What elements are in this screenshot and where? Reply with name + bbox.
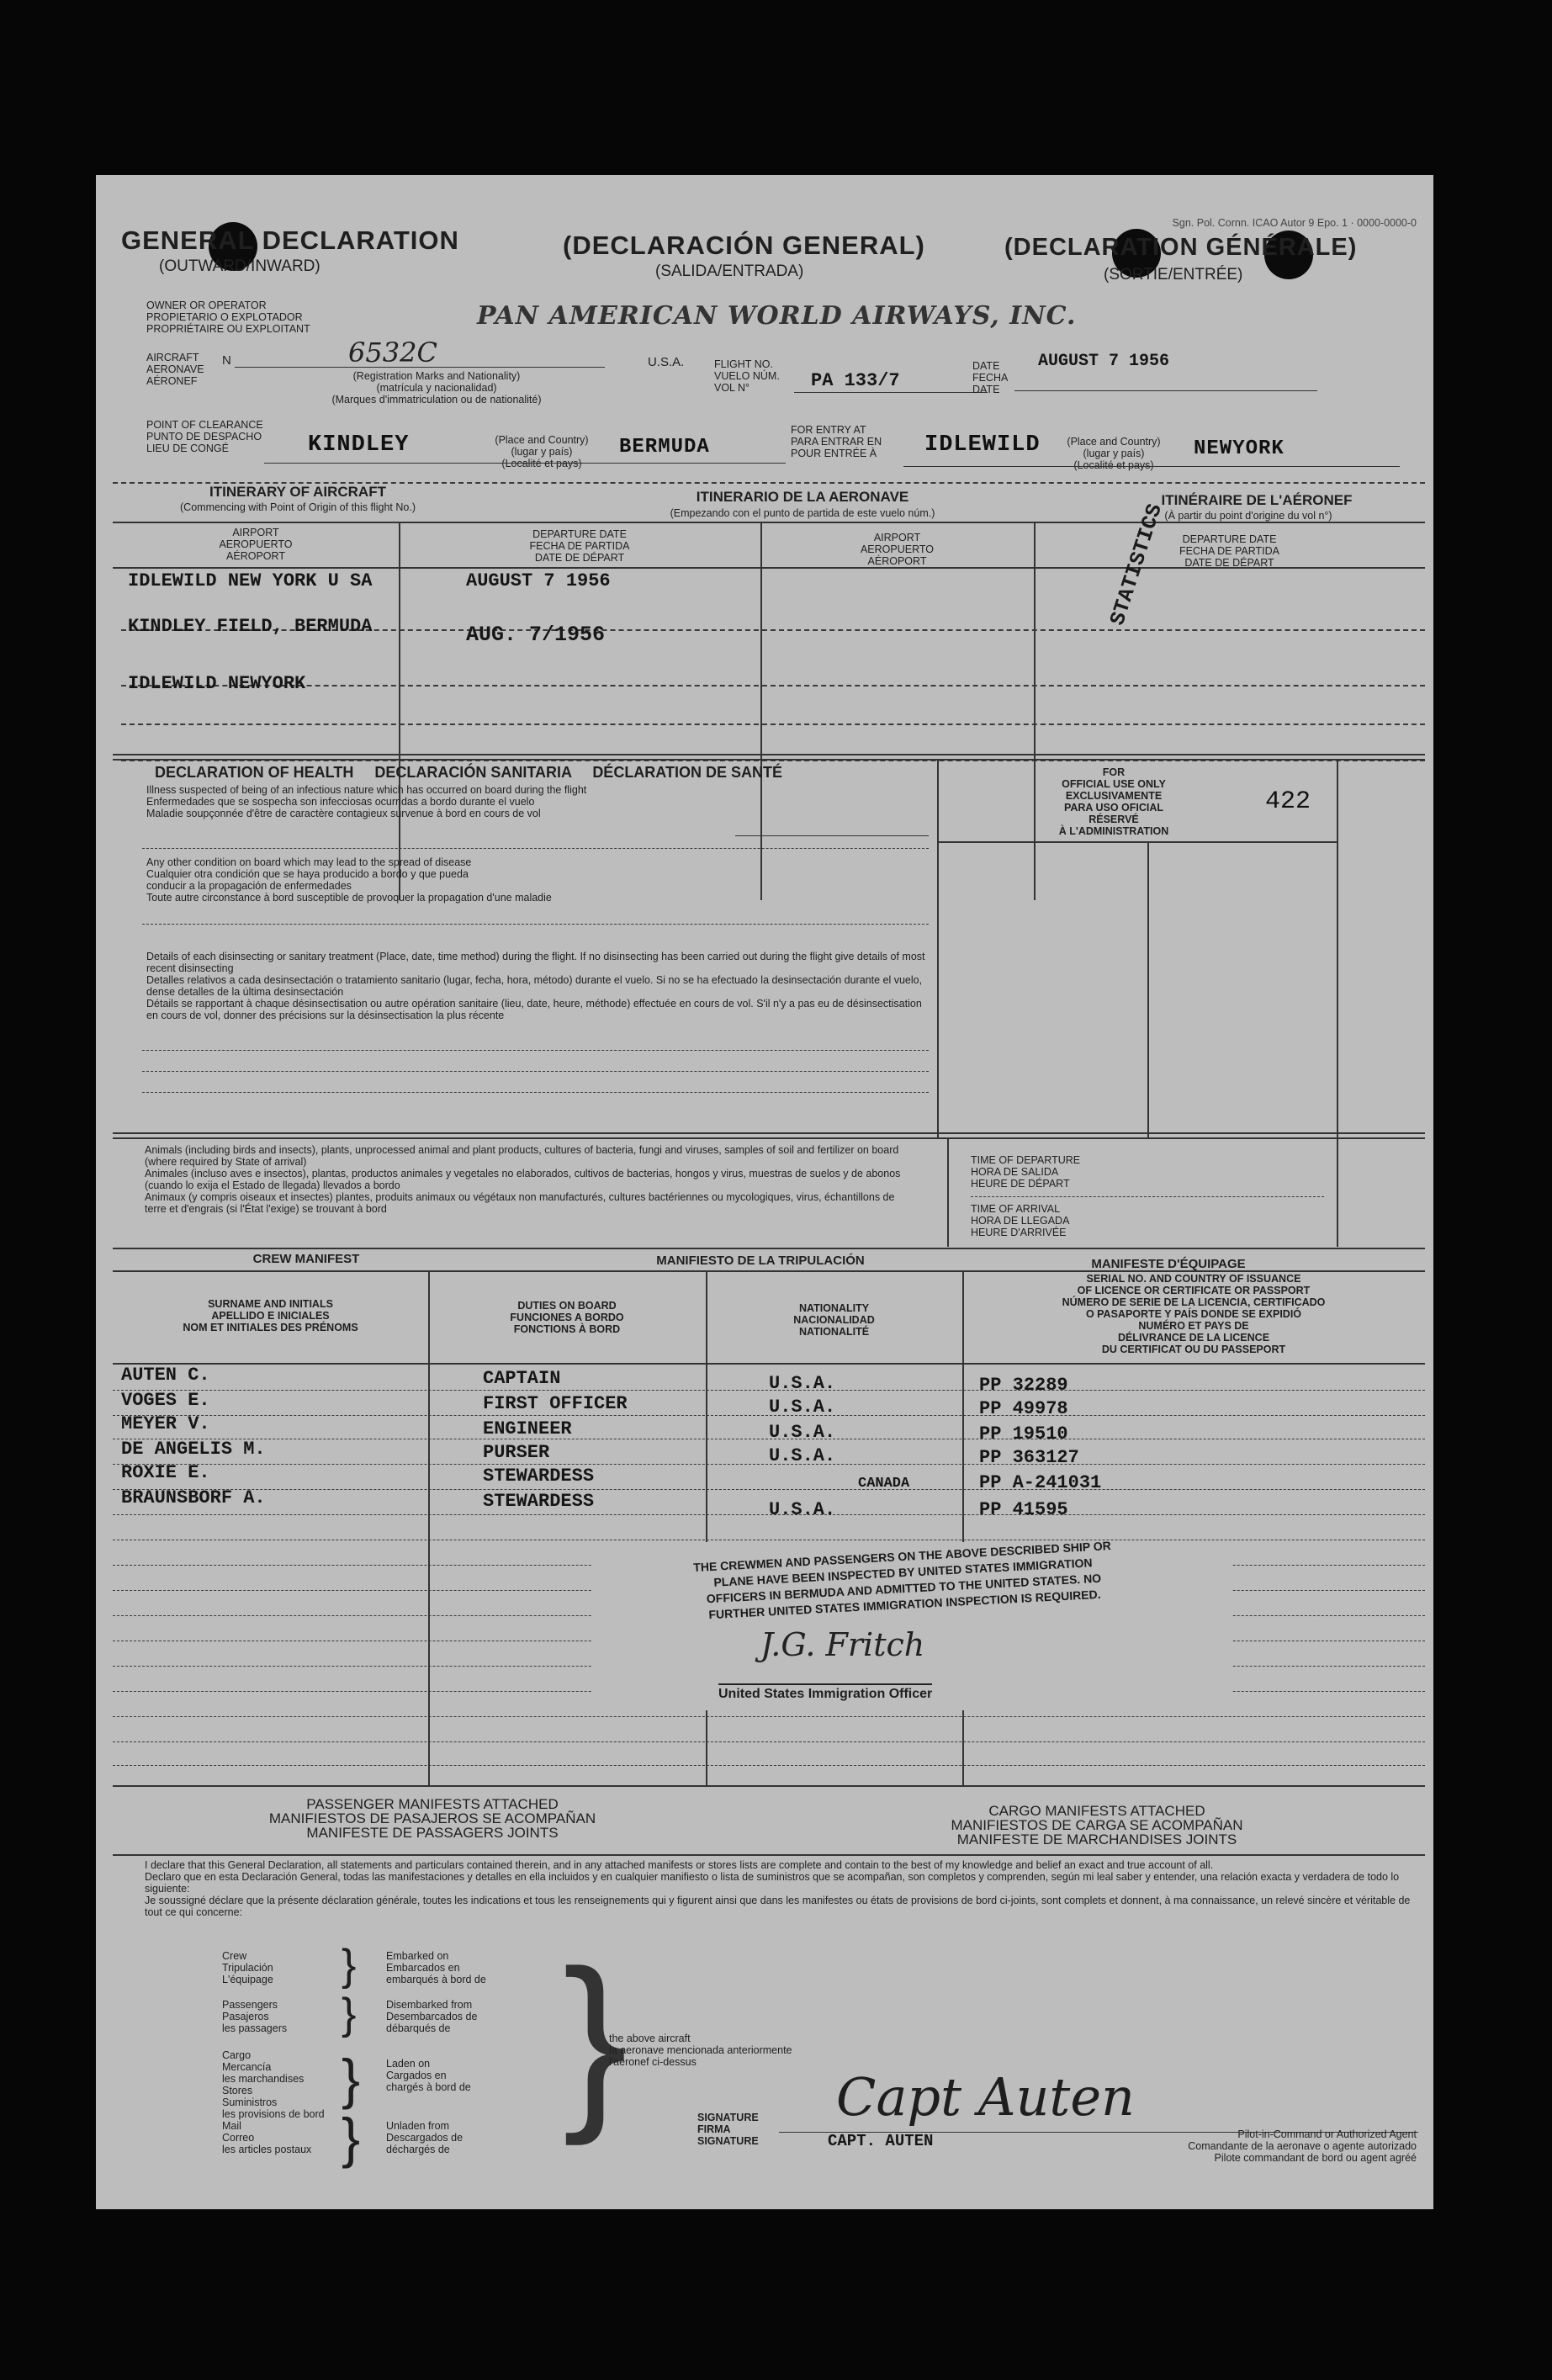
itinerary-sub-french: (À partir du point d'origine du vol n°) (1164, 510, 1332, 522)
large-brace-icon: } (563, 1930, 628, 2146)
declaration-embarked: Embarked on Embarcados en embarqués à bord de (386, 1950, 486, 1985)
aircraft-registration: 6532C (348, 337, 437, 368)
passenger-manifests-label: PASSENGER MANIFESTS ATTACHED MANIFIESTOS DE PASAJEROS SE ACOMPAÑAN MANIFESTE DE PASSAGERS JOINTS (268, 1796, 596, 1841)
crew-name: ROXIE E. (121, 1462, 210, 1483)
declaration-text: I declare that this General Declaration, all statements and particulars contained therein, and in any attached manifests or stores lists are complete and contain to the best of my knowledge and belief an exact and true account of all. Declaro que en esta Declaración General, todas las manifestaciones y detalles en ella incluidos y en cualquier manifiesto o lista de suministros que se acompañan, son completos y comprenden, según mi leal saber y entender, una relación exacta y verdadera de todo lo siguiente: Je soussigné déclare que la présente déclaration générale, toutes les indications et tous les renseignements qui y figurent ainsi que dans les manifestes ou états de provisions de bord ci-joints, sont complets et donnent, à ma connaissance, un relevé sincère et véritable de tout ce qui concerne: (145, 1859, 1411, 1918)
declaration-disembarked: Disembarked from Desembarcados de débarqués de (386, 1999, 478, 2034)
crew-title-french: MANIFESTE D'ÉQUIPAGE (1091, 1257, 1246, 1271)
itinerary-title-english: ITINERARY OF AIRCRAFT (209, 484, 386, 500)
owner-label: OWNER OR OPERATOR PROPIETARIO O EXPLOTADOR PROPRIÉTAIRE OU EXPLOITANT (146, 299, 310, 335)
crew-duty: STEWARDESS (483, 1491, 595, 1512)
flight-number: PA 133/7 (811, 370, 900, 391)
declaration-unladen: Unladen from Descargados de déchargés de (386, 2120, 463, 2155)
date-label: DATE FECHA DATE (972, 360, 1009, 395)
itinerary-col-departure: DEPARTURE DATE FECHA DE PARTIDA DATE DE DÉPART (529, 528, 630, 564)
entry-place-label: (Place and Country) (lugar y país) (Localité et pays) (1067, 436, 1161, 471)
immigration-officer-label: United States Immigration Officer (718, 1683, 932, 1702)
itinerary-row-1-date: AUGUST 7 1956 (466, 570, 611, 591)
crew-license: PP 49978 (979, 1398, 1068, 1419)
itinerary-title-spanish: ITINERARIO DE LA AERONAVE (696, 489, 909, 505)
declaration-cargo: Cargo Mercancía les marchandises Stores Suministros les provisions de bord Mail Correo les articles postaux (222, 2049, 325, 2155)
animals-text: Animals (including birds and insects), plants, unprocessed animal and plant products, cultures of bacteria, fungi and viruses, samples of soil and fertilizer on board (where required by State of arrival) Animales (incluso aves e insectos), plantas, productos animales y vegetales no elaborados, cultivos de bacterias, hongos y virus, muestras de suelos y de abonos (cuando lo exija el Estado de llegada) llevados a bordo Animaux (y compris oiseaux et insectes) plantes, produits animaux ou végétaux non manufacturés, cultures bactériennes ou mycologiques, virus, échantillons de terre et d'engrais (si l'État l'exige) se trouvant à bord (145, 1144, 901, 1215)
title-english: GENERAL DECLARATION (121, 225, 459, 255)
registration-label: (Registration Marks and Nationality) (matrícula y nacionalidad) (Marques d'immatriculation ou de nationalité) (331, 370, 542, 406)
crew-title-spanish: MANIFIESTO DE LA TRIPULACIÓN (656, 1254, 865, 1268)
crew-license: PP 32289 (979, 1375, 1068, 1396)
itinerary-row-2-airport: KINDLEY FIELD, BERMUDA (128, 616, 373, 637)
declaration-passengers: Passengers Pasajeros les passagers (222, 1999, 288, 2034)
itinerary-sub-spanish: (Empezando con el punto de partida de este vuelo núm.) (670, 507, 935, 519)
brace-icon: } (342, 1990, 357, 2038)
aircraft-prefix: N (222, 353, 231, 368)
crew-name: AUTEN C. (121, 1365, 210, 1386)
crew-nationality: U.S.A. (769, 1373, 836, 1394)
crew-duty: PURSER (483, 1442, 550, 1463)
crew-nationality: U.S.A. (769, 1445, 836, 1466)
official-use-label: FOR OFFICIAL USE ONLY EXCLUSIVAMENTE PARA USO OFICIAL RÉSERVÉ À L'ADMINISTRATION (1058, 766, 1169, 837)
declaration-crew: Crew Tripulación L'équipage (222, 1950, 273, 1985)
crew-nationality: CANADA (858, 1476, 910, 1492)
itinerary-col-departure-2: DEPARTURE DATE FECHA DE PARTIDA DATE DE DÉPART (1179, 533, 1279, 569)
itinerary-sub-english: (Commencing with Point of Origin of this flight No.) (180, 501, 416, 513)
crew-col-duties: DUTIES ON BOARD FUNCIONES A BORDO FONCTIONS À BORD (510, 1300, 624, 1335)
health-question-3: Details of each disinsecting or sanitary treatment (Place, date, time method) during the flight. If no disinsecting has been carried out during the flight give details of most recent disinsecting Detalles relativos a cada desinsectación o tratamiento sanitario (lugar, fecha, hora, método) durante el vuelo. Si no se ha efectuado la desinsectación durante el vuelo, dense detalles de la última desinsectación Détails se rapportant à chaque désinsectisation ou autre opération sanitaire (lieu, date, heure, méthode) effectuée en cours de vol. S'il n'y a pas eu de désinsectisation en cours de vol, donner des précisions sur la désinsectisation la plus récente (146, 951, 925, 1021)
subtitle-french: (SORTIE/ENTRÉE) (1104, 266, 1243, 284)
crew-name: MEYER V. (121, 1413, 210, 1434)
entry-place: IDLEWILD (924, 432, 1041, 458)
departure-time-label: TIME OF DEPARTURE HORA DE SALIDA HEURE DE DÉPART (971, 1154, 1081, 1190)
aircraft-label: AIRCRAFT AERONAVE AÉRONEF (146, 352, 204, 387)
itinerary-row-2-date: AUG. 7/1956 (466, 623, 606, 647)
form-reference: Sgn. Pol. Cornn. ICAO Autor 9 Epo. 1 · 0000-0000-0 (1172, 217, 1417, 229)
crew-name: VOGES E. (121, 1390, 210, 1411)
brace-icon: } (342, 2107, 361, 2169)
crew-license: PP 363127 (979, 1447, 1079, 1468)
crew-col-name: SURNAME AND INITIALS APELLIDO E INICIALES NOM ET INITIALES DES PRÉNOMS (183, 1298, 358, 1333)
title-french: (DECLARATION GÉNÉRALE) (1004, 234, 1358, 261)
flight-number-label: FLIGHT NO. VUELO NÚM. VOL N° (714, 358, 780, 394)
itinerary-col-airport-2: AIRPORT AEROPUERTO AÉROPORT (860, 532, 935, 567)
crew-license: PP 19510 (979, 1423, 1068, 1444)
crew-license: PP A-241031 (979, 1472, 1102, 1493)
crew-duty: STEWARDESS (483, 1466, 595, 1487)
crew-name: BRAUNSBORF A. (121, 1487, 266, 1508)
health-title: DECLARATION OF HEALTH DECLARACIÓN SANITARIA DÉCLARATION DE SANTÉ (155, 764, 782, 781)
brace-icon: } (342, 1941, 357, 1990)
health-question-2: Any other condition on board which may lead to the spread of disease Cualquier otra condición que se haya producido a bordo y que pueda conducir a la propagación de enfermedades Toute autre circonstance à bord susceptible de provoquer la propagation d'une maladie (146, 856, 552, 904)
itinerary-col-airport: AIRPORT AEROPUERTO AÉROPORT (219, 527, 293, 562)
crew-name: DE ANGELIS M. (121, 1439, 266, 1460)
cargo-manifests-label: CARGO MANIFESTS ATTACHED MANIFIESTOS DE CARGA SE ACOMPAÑAN MANIFESTE DE MARCHANDISES JOINTS (951, 1803, 1243, 1847)
immigration-stamp (592, 1539, 1232, 1710)
itinerary-title-french: ITINÉRAIRE DE L'AÉRONEF (1161, 492, 1353, 508)
subtitle-english: (OUTWARD/INWARD) (159, 257, 320, 275)
crew-title-english: CREW MANIFEST (252, 1252, 360, 1266)
title-spanish: (DECLARACIÓN GENERAL) (563, 231, 925, 260)
crew-license: PP 41595 (979, 1499, 1068, 1520)
crew-col-nationality: NATIONALITY NACIONALIDAD NATIONALITÉ (793, 1302, 875, 1338)
crew-nationality: U.S.A. (769, 1422, 836, 1443)
owner-value: PAN AMERICAN WORLD AIRWAYS, INC. (477, 301, 1077, 331)
pilot-in-command-label: Pilot-in-Command or Authorized Agent Comandante de la aeronave o agente autorizado Pilote commandant de bord ou agent agréé (1188, 2128, 1417, 2164)
crew-duty: FIRST OFFICER (483, 1393, 628, 1414)
declaration-above-aircraft: the above aircraft la aeronave mencionada anteriormente l'aéronef ci-dessus (609, 2033, 792, 2068)
captain-signature: Capt Auten (836, 2066, 1135, 2128)
crew-duty: ENGINEER (483, 1418, 572, 1439)
statistics-stamp: STATISTICS (1105, 501, 1168, 628)
itinerary-row-3-airport: IDLEWILD NEWYORK (128, 673, 306, 694)
flight-date: AUGUST 7 1956 (1038, 352, 1170, 371)
signer-name: CAPT. AUTEN (828, 2132, 934, 2150)
brace-icon: } (342, 2048, 361, 2110)
clearance-country: BERMUDA (619, 436, 710, 459)
clearance-label: POINT OF CLEARANCE PUNTO DE DESPACHO LIEU DE CONGÉ (146, 419, 263, 454)
crew-nationality: U.S.A. (769, 1397, 836, 1418)
clearance-place: KINDLEY (308, 432, 410, 458)
crew-duty: CAPTAIN (483, 1368, 561, 1389)
entry-country: NEWYORK (1194, 437, 1285, 460)
immigration-stamp-text: THE CREWMEN AND PASSENGERS ON THE ABOVE DESCRIBED SHIP OR PLANE HAVE BEEN INSPECTED BY UNITED STATES IMMIGRATION OFFICERS IN BERMUDA AND ADMITTED TO THE UNITED STATES. NO FURTHER UNITED STATES IMMIGRATION INSPECTION IS REQUIRED. (692, 1539, 1112, 1622)
aircraft-country: U.S.A. (648, 355, 685, 369)
subtitle-spanish: (SALIDA/ENTRADA) (655, 262, 804, 280)
arrival-time-label: TIME OF ARRIVAL HORA DE LLEGADA HEURE D'ARRIVÉE (971, 1203, 1070, 1238)
itinerary-row-1-airport: IDLEWILD NEW YORK U SA (128, 570, 373, 591)
official-number: 422 (1265, 787, 1311, 816)
entry-label: FOR ENTRY AT PARA ENTRAR EN POUR ENTRÉE À (791, 424, 882, 459)
clearance-place-label: (Place and Country) (lugar y país) (Localité et pays) (495, 434, 589, 469)
general-declaration-form (96, 175, 1433, 2209)
declaration-laden: Laden on Cargados en chargés à bord de (386, 2058, 471, 2093)
health-question-1: Illness suspected of being of an infectious nature which has occurred on board during the flight Enfermedades que se sospecha son infecciosas ocurridas a bordo durante el vuelo Maladie soupçonnée d'être de caractère contagieux survenue à bord en cours de vol (146, 784, 587, 819)
signature-label: SIGNATURE FIRMA SIGNATURE (697, 2112, 759, 2147)
crew-nationality: U.S.A. (769, 1499, 836, 1520)
crew-col-license: SERIAL NO. AND COUNTRY OF ISSUANCE OF LICENCE OR CERTIFICATE OR PASSPORT NÚMERO DE SERIE DE LA LICENCIA, CERTIFICADO O PASAPORTE Y PAÍS DONDE SE EXPIDIÓ NUMÉRO ET PAYS DE DÉLIVRANCE DE LA LICENCE DU CERTIFICAT OU DU PASSEPORT (1062, 1273, 1326, 1355)
immigration-officer-signature: J.G. Fritch (760, 1626, 925, 1663)
